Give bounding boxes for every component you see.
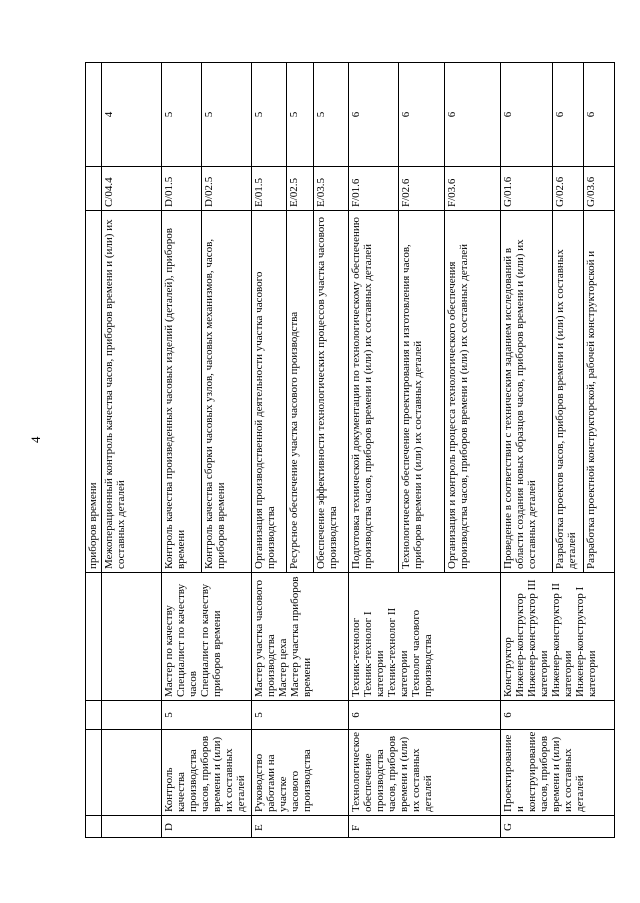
position-title: Техник-технолог I категории: [362, 611, 387, 697]
position-title: Техник-технолог II категории: [386, 607, 411, 697]
cell-code: F/03.6: [444, 167, 500, 211]
cell-function: Технологическое обеспечение проектирования и изготовления часов, приборов времени и (или) их составных деталей: [399, 211, 445, 573]
cell-function: Организация производственной деятельности участка часового производства: [251, 211, 286, 573]
cell-func-level: 6: [444, 63, 500, 167]
cell-gf-name: Технологическое обеспечение производства часов, приборов времени и (или) их составных деталей: [349, 730, 500, 816]
cell-function: Контроль качества сборки часовых узлов, часовых механизмов, часов, приборов времени: [201, 211, 251, 573]
cell-letter: [101, 816, 161, 838]
cell-function: Разработка проектной конструкторской, рабочей конструкторской и: [583, 211, 614, 573]
cell-function: Обеспечение эффективности технологических процессов участка часового производства: [314, 211, 349, 573]
cell-code: E/02.5: [287, 167, 314, 211]
cell-function: Проведение в соответствии с техническим заданием исследований в области создания новых образцов часов, приборов времени и (или) их составных деталей: [500, 211, 552, 573]
cell-code: F/01.6: [349, 167, 399, 211]
cell-positions: [161, 573, 251, 701]
position-title: Мастер по качеству: [162, 605, 175, 697]
cell-func-level: 4: [101, 63, 161, 167]
cell-function: приборов времени: [86, 211, 102, 573]
position-title: Специалист по качеству часов: [174, 583, 199, 697]
cell-positions: [251, 573, 348, 701]
cell-code: C/04.4: [101, 167, 161, 211]
cell-function: Межоперационный контроль качества часов, приборов времени и (или) их составных деталей: [101, 211, 161, 573]
cell-code: D/02.5: [201, 167, 251, 211]
table-row: [101, 63, 161, 838]
table-row-top: [86, 63, 102, 838]
cell-gf-name: Проектирование и конструирование часов, приборов времени и (или) их составных деталей: [500, 730, 614, 816]
position-title: Инженер-конструктор: [513, 593, 526, 697]
cell-function: Контроль качества произведенных часовых изделий (деталей), приборов времени: [161, 211, 201, 573]
cell-code: [86, 167, 102, 211]
cell-positions: [86, 573, 102, 701]
cell-name: [86, 730, 102, 816]
cell-level: [86, 701, 102, 730]
cell-letter: D: [161, 816, 251, 838]
cell-func-level: 5: [314, 63, 349, 167]
rotated-table-wrapper: [85, 63, 615, 838]
position-title: Мастер участка часового производства: [252, 579, 277, 697]
position-title: Технолог часового производства: [410, 609, 435, 697]
cell-gf-level: 5: [161, 701, 251, 730]
cell-positions: [349, 573, 500, 701]
page-number: 4: [28, 436, 43, 443]
cell-code: E/03.5: [314, 167, 349, 211]
table-row: [161, 63, 201, 838]
cell-func-level: 6: [552, 63, 583, 167]
cell-code: G/03.6: [583, 167, 614, 211]
cell-gf-name: Контроль качества производства часов, приборов времени и (или) их составных деталей: [161, 730, 251, 816]
table-row: [349, 63, 399, 838]
cell-letter: G: [500, 816, 614, 838]
cell-func-level: 5: [287, 63, 314, 167]
position-title: Инженер-конструктор II категории: [549, 583, 574, 697]
cell-func-level: [86, 63, 102, 167]
position-title: Специалист по качеству приборов времени: [198, 583, 223, 697]
qualification-table: [85, 62, 615, 838]
cell-code: G/01.6: [500, 167, 552, 211]
table-row: [500, 63, 552, 838]
position-title: Инженер-конструктор III категории: [525, 579, 550, 697]
cell-func-level: 6: [399, 63, 445, 167]
cell-func-level: 6: [349, 63, 399, 167]
cell-func-level: 5: [251, 63, 286, 167]
position-title: Мастер цеха: [276, 638, 289, 697]
cell-code: E/01.5: [251, 167, 286, 211]
cell-gf-name: Руководство работами на участке часового производства: [251, 730, 348, 816]
table-row: [251, 63, 286, 838]
cell-function: Организация и контроль процесса технологического обеспечения производства часов, приборов времени и (или) их составных деталей: [444, 211, 500, 573]
cell-letter: F: [349, 816, 500, 838]
position-title: Мастер участка приборов времени: [288, 576, 313, 697]
cell-function: Ресурсное обеспечение участка часового производства: [287, 211, 314, 573]
cell-gf-name: [101, 730, 161, 816]
cell-positions: [101, 573, 161, 701]
cell-positions: [500, 573, 614, 701]
cell-gf-level: 6: [500, 701, 614, 730]
cell-code: G/02.6: [552, 167, 583, 211]
cell-code: F/02.6: [399, 167, 445, 211]
position-title: Инженер-конструктор I категории: [573, 586, 598, 697]
cell-letter: E: [251, 816, 348, 838]
cell-gf-level: 6: [349, 701, 500, 730]
cell-function: Подготовка технической документации по технологическому обеспечению производства часов, приборов времени и (или) их составных деталей: [349, 211, 399, 573]
cell-letter: [86, 816, 102, 838]
cell-func-level: 6: [500, 63, 552, 167]
position-title: Техник-технолог: [350, 617, 363, 697]
cell-gf-level: 5: [251, 701, 348, 730]
cell-code: D/01.5: [161, 167, 201, 211]
cell-func-level: 5: [161, 63, 201, 167]
cell-func-level: 6: [583, 63, 614, 167]
cell-gf-level: [101, 701, 161, 730]
cell-func-level: 5: [201, 63, 251, 167]
cell-function: Разработка проектов часов, приборов времени и (или) их составных деталей: [552, 211, 583, 573]
position-title: Конструктор: [501, 637, 514, 697]
